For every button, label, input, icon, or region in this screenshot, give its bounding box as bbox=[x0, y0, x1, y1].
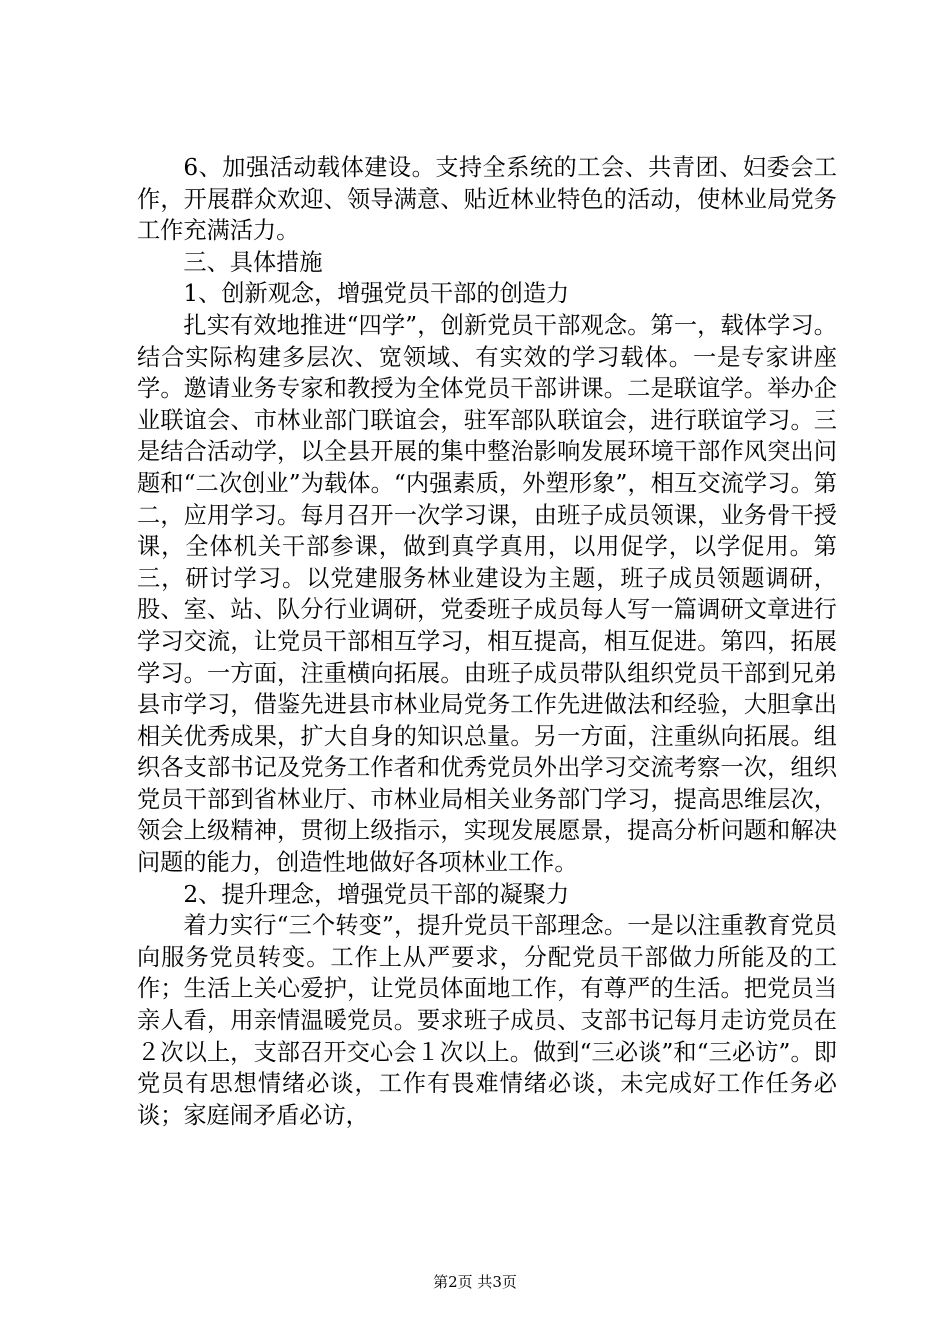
document-body bbox=[137, 152, 837, 1131]
paragraph-three-changes: 着力实行“三个转变”，提升党员干部理念。一是以注重教育党员向服务党员转变。工作上从严要求，分配党员干部做力所能及的工作；生活上关心爱护，让党员体面地工作，有尊严的生活。把党员当亲人看，用亲情温暖党员。要求班子成员、支部书记每月走访党员在２次以上，支部召开交心会１次以上。做到“三必谈”和“三必访”。即党员有思想情绪必谈，工作有畏难情绪必谈，未完成好工作任务必谈；家庭闹矛盾必访， bbox=[137, 912, 837, 1129]
paragraph-item-6: 6、加强活动载体建设。支持全系统的工会、共青团、妇委会工作，开展群众欢迎、领导满意、贴近林业特色的活动，使林业局党务工作充满活力。 bbox=[137, 154, 837, 245]
subheading-innovate-concepts: 1、创新观念，增强党员干部的创造力 bbox=[183, 280, 570, 308]
subheading-enhance-cohesion: 2、提升理念，增强党员干部的凝聚力 bbox=[183, 880, 570, 908]
section-heading-measures: 三、具体措施 bbox=[183, 248, 323, 276]
page-number-footer: 第2页 共3页 bbox=[433, 1273, 517, 1291]
paragraph-four-studies: 扎实有效地推进“四学”，创新党员干部观念。第一，载体学习。结合实际构建多层次、宽领域、有实效的学习载体。一是专家讲座学。邀请业务专家和教授为全体党员干部讲课。二是联谊学。举办企业联谊会、市林业部门联谊会，驻军部队联谊会，进行联谊学习。三是结合活动学，以全县开展的集中整治影响发展环境干部作风突出问题和“二次创业”为载体。“内强素质，外塑形象”，相互交流学习。第二，应用学习。每月召开一次学习课，由班子成员领课，业务骨干授课，全体机关干部参课，做到真学真用，以用促学，以学促用。第三，研讨学习。以党建服务林业建设为主题，班子成员领题调研，股、室、站、队分行业调研，党委班子成员每人写一篇调研文章进行学习交流，让党员干部相互学习，相互提高，相互促进。第四，拓展学习。一方面，注重横向拓展。由班子成员带队组织党员干部到兄弟县市学习，借鉴先进县市林业局党务工作先进做法和经验，大胆拿出相关优秀成果，扩大自身的知识总量。另一方面，注重纵向拓展。组织各支部书记及党务工作者和优秀党员外出学习交流考察一次，组织党员干部到省林业厅、市林业局相关业务部门学习，提高思维层次，领会上级精神，贯彻上级指示，实现发展愿景，提高分析问题和解决问题的能力，创造性地做好各项林业工作。 bbox=[137, 311, 837, 877]
